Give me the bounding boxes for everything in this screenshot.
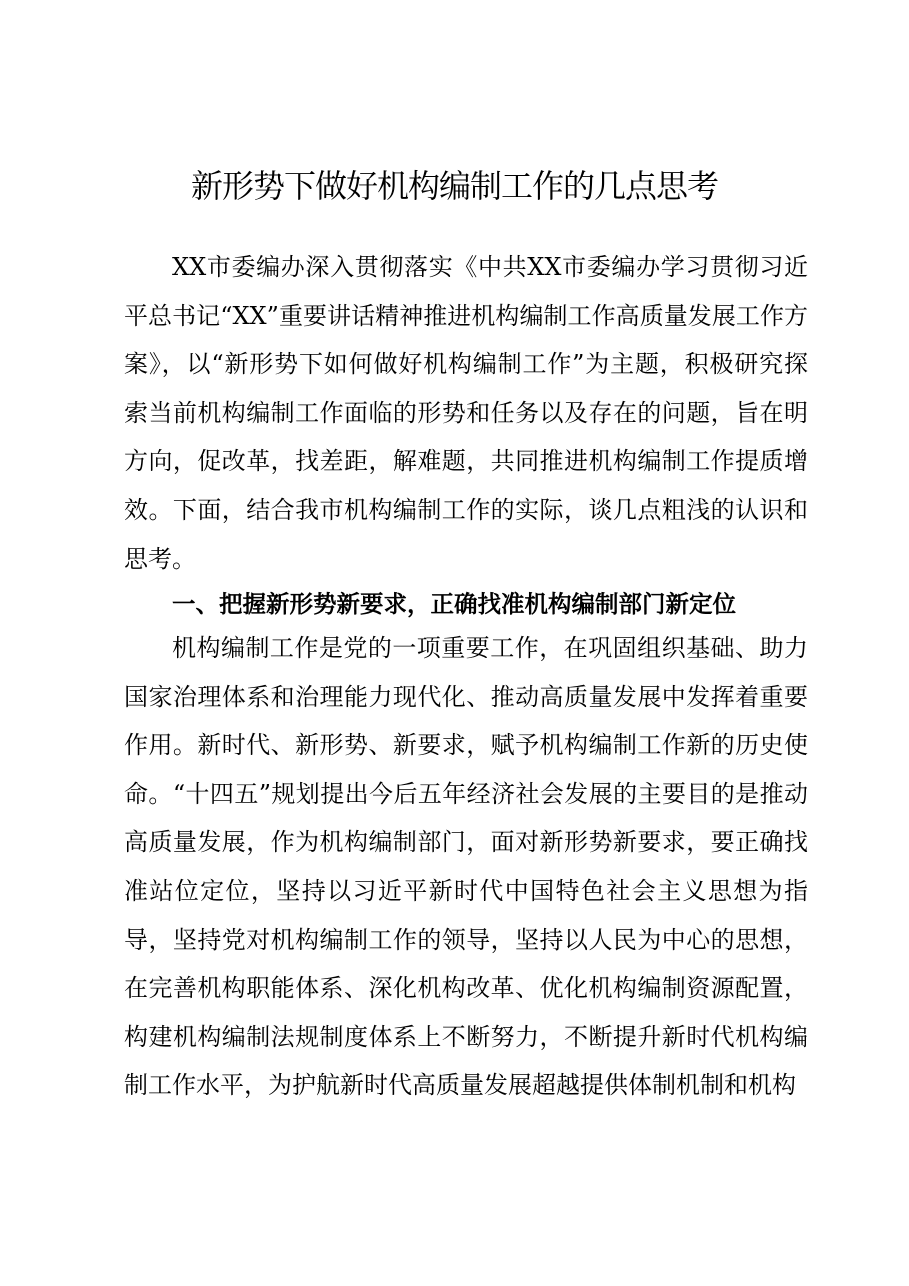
document-title: 新形势下做好机构编制工作的几点思考 <box>190 167 718 205</box>
intro-paragraph: XX市委编办深入贯彻落实《中共XX市委编办学习贯彻习近平总书记“XX”重要讲话精神推进机构编制工作高质量发展工作方案》，以“新形势下如何做好机构编制工作”为主题，积极研究探索当前机构编制工作面临的形势和任务以及存在的问题，旨在明方向，促改革，找差距，解难题，共同推进机构编制工作提质增效。下面，结合我市机构编制工作的实际，谈几点粗浅的认识和思考。 <box>124 253 808 573</box>
section-heading: 一、把握新形势新要求，正确找准机构编制部门新定位 <box>172 590 736 618</box>
section-paragraph: 机构编制工作是党的一项重要工作，在巩固组织基础、助力国家治理体系和治理能力现代化、推动高质量发展中发挥着重要作用。新时代、新形势、新要求，赋予机构编制工作新的历史使命。“十四五”规划提出今后五年经济社会发展的主要目的是推动高质量发展，作为机构编制部门，面对新形势新要求，要正确找准站位定位，坚持以习近平新时代中国特色社会主义思想为指导，坚持党对机构编制工作的领导，坚持以人民为中心的思想，在完善机构职能体系、深化机构改革、优化机构编制资源配置，构建机构编制法规制度体系上不断努力，不断提升新时代机构编制工作水平，为护航新时代高质量发展超越提供体制机制和机构 <box>124 634 808 1100</box>
